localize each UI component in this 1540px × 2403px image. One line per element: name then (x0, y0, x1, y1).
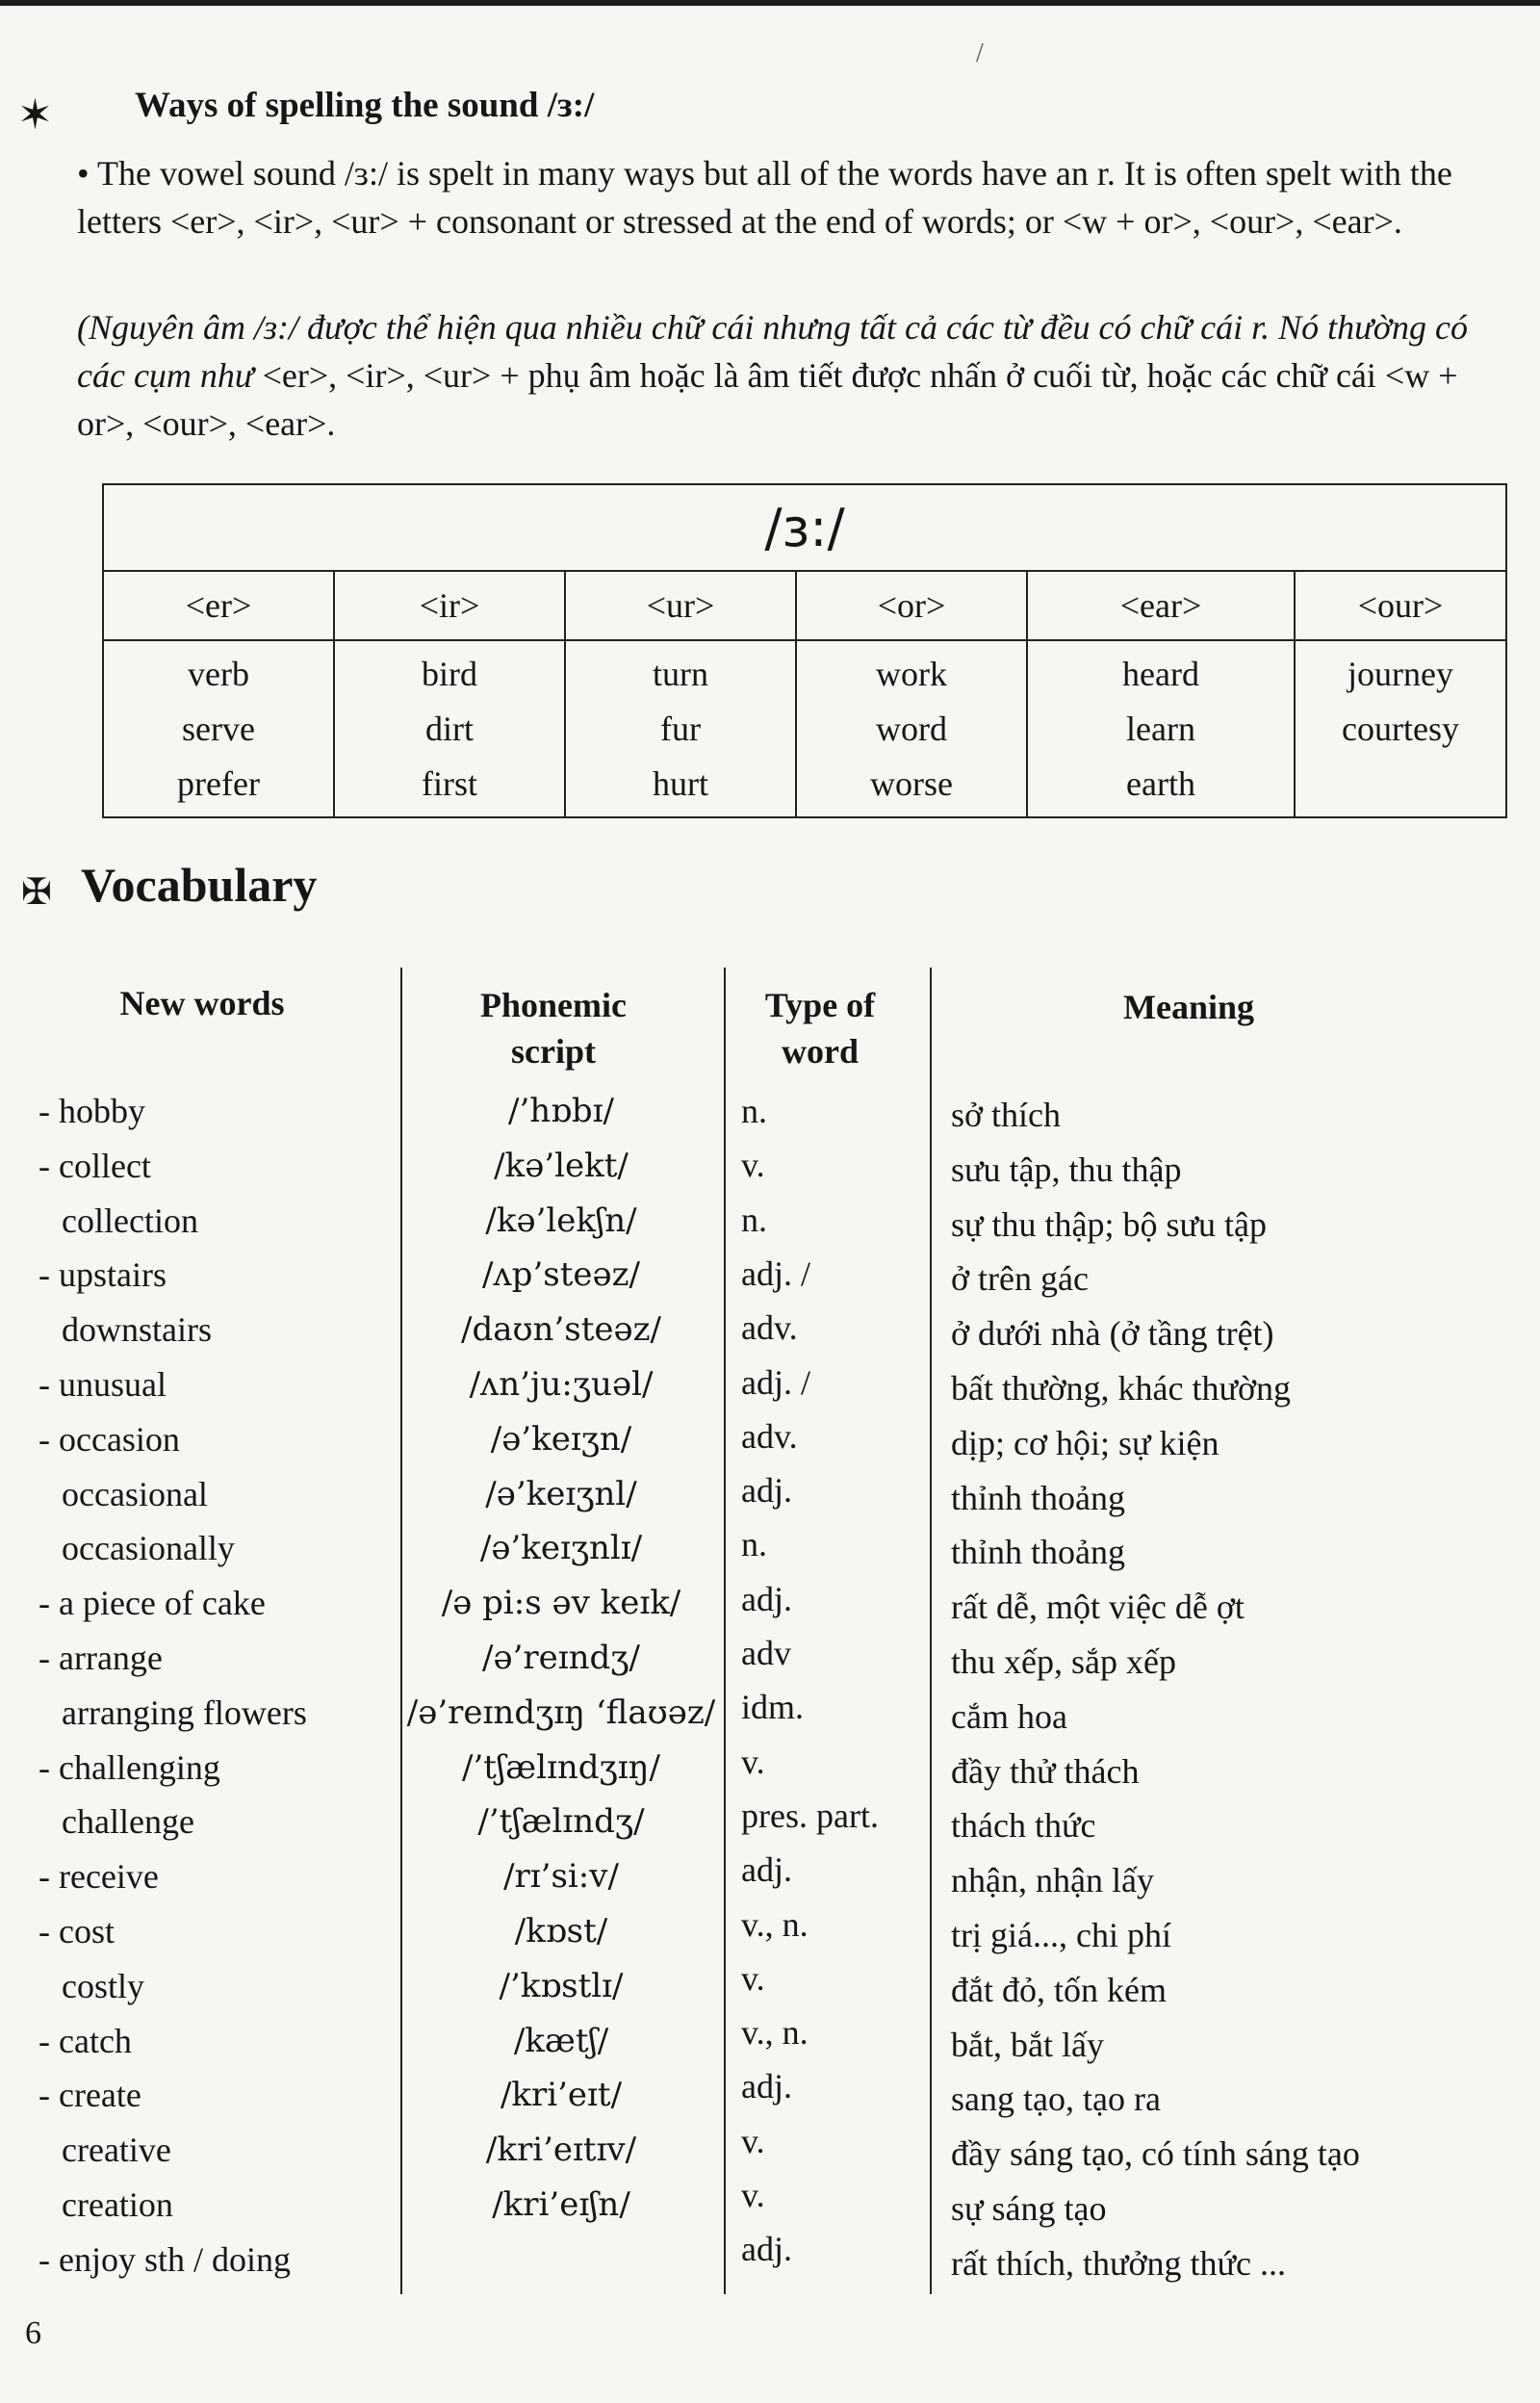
vocab-phonemic: /rɪ’si:v/ (503, 1857, 619, 1897)
vocab-type: adj. (741, 2067, 792, 2106)
vocab-phonemic: /ə pi:s əv keɪk/ (441, 1584, 681, 1623)
vocab-meaning: trị giá..., chi phí (951, 1916, 1171, 1954)
vocab-type: v., n. (741, 2013, 808, 2053)
vocab-meaning: sự thu thập; bộ sưu tập (951, 1204, 1268, 1244)
vocab-type: v. (741, 1146, 765, 1185)
vocab-meaning: sưu tập, thu thập (951, 1150, 1182, 1189)
vocab-word: - occasion (38, 1419, 180, 1459)
vocab-meaning: bất thường, khác thường (951, 1369, 1292, 1408)
vocab-meaning: rất dễ, một việc dễ ợt (951, 1588, 1245, 1627)
spelling-column (796, 640, 1027, 817)
vocab-word: costly (62, 1966, 144, 2005)
vocab-type: adj. / (741, 1253, 810, 1293)
vocab-type: v. (741, 2121, 765, 2160)
vocab-word: - upstairs (38, 1255, 167, 1295)
spelling-column (334, 640, 565, 817)
vocab-phonemic: /kə’lekʃn/ (485, 1201, 637, 1240)
example-word: worse (870, 764, 953, 803)
vocab-word: creation (62, 2185, 173, 2224)
vocab-phonemic: /ə’keɪʒnlɪ/ (479, 1529, 643, 1568)
vocab-meaning: đắt đỏ, tốn kém (951, 1970, 1167, 2009)
vocab-word: arranging flowers (62, 1692, 307, 1732)
page-top-border (0, 0, 1540, 6)
vocab-type: adj. (741, 1850, 792, 1890)
spelling-header-row (103, 571, 1506, 640)
header-phonemic-line2: script (511, 1032, 596, 1071)
vocab-type: adj. (741, 1471, 792, 1511)
example-word: verb (188, 655, 249, 693)
spelling-header: <ir> (334, 571, 565, 640)
header-type-line2: word (782, 1032, 859, 1071)
vocab-phonemic: /ə’reɪndʒ/ (482, 1639, 640, 1677)
vocab-type: adv (741, 1634, 791, 1672)
vocab-meaning: đầy thử thách (951, 1751, 1140, 1791)
example-word: serve (182, 710, 255, 748)
spelling-words-row (103, 640, 1506, 817)
example-word: work (876, 655, 947, 693)
example-word: prefer (177, 764, 260, 803)
vocab-meaning: bắt, bắt lấy (951, 2025, 1104, 2064)
star-icon: ✶ (17, 90, 53, 140)
spelling-table (102, 483, 1507, 818)
vocab-phonemic: /’kɒstlɪ/ (499, 1966, 624, 2005)
vocab-phonemic: /kætʃ/ (513, 2021, 609, 2060)
vocab-meaning: nhận, nhận lấy (951, 1861, 1154, 1900)
spelling-header: <or> (796, 571, 1027, 640)
example-word: turn (653, 655, 708, 693)
vocab-meaning: ở dưới nhà (ở tầng trệt) (951, 1314, 1274, 1354)
spelling-column (1027, 640, 1295, 817)
section-heading: Ways of spelling the sound /ɜ:/ (135, 86, 595, 125)
spelling-header: <ear> (1027, 571, 1295, 640)
vietnamese-note-italic: (Nguyên âm /ɜ:/ được thể hiện qua nhiều chữ cái nhưng tất cả các từ đều có chữ cái r. Nó thường có các cụm như (77, 308, 1468, 395)
intro-text: The vowel sound /ɜ:/ is spelt in many ways but all of the words have an r. It is often spelt with the letters <er>, <ir>, <ur> + consonant or stressed at the end of words; or <w + or>, <our>, <ear>. (77, 154, 1452, 241)
vietnamese-note-rest: <er>, <ir>, <ur> + phụ âm hoặc là âm tiết được nhấn ở cuối từ, hoặc các chữ cái <w + or>, <our>, <ear>. (77, 356, 1458, 443)
vocab-meaning: sở thích (951, 1096, 1062, 1134)
vocab-word: - hobby (38, 1092, 145, 1130)
example-word: learn (1126, 710, 1195, 748)
vocab-phonemic: /ʌp’steəz/ (482, 1255, 640, 1295)
vocab-word: creative (62, 2131, 171, 2170)
vocab-word: challenge (62, 1802, 194, 1842)
vocab-phonemic: /ə’keɪʒn/ (490, 1419, 632, 1459)
spelling-header: <er> (103, 571, 334, 640)
vocab-phonemic: /kɒst/ (514, 1912, 608, 1951)
vocab-type: adj. / (741, 1362, 810, 1402)
vocab-word: - a piece of cake (38, 1584, 266, 1623)
header-phonemic (414, 982, 693, 1074)
stray-mark: / (976, 39, 984, 68)
example-word: fur (660, 710, 701, 748)
vocab-word: - catch (38, 2021, 132, 2060)
vocab-type: pres. part. (741, 1796, 879, 1835)
vocab-meaning: rất thích, thưởng thức ... (951, 2243, 1286, 2283)
vocab-phonemic: /ə’reɪndʒɪŋ ‘flaʊəz/ (406, 1692, 716, 1732)
spelling-table-title: /ɜ:/ (103, 484, 1506, 571)
vocab-phonemic: /kə’lekt/ (494, 1146, 629, 1185)
vocab-type: v. (741, 1742, 765, 1781)
vocab-type: v. (741, 2176, 765, 2214)
header-meaning: Meaning (1122, 988, 1254, 1026)
intro-paragraph (77, 149, 1482, 245)
vocab-word: - arrange (38, 1639, 163, 1677)
example-word: hurt (653, 764, 708, 803)
example-word: earth (1126, 764, 1195, 803)
vocab-type: adj. (741, 1579, 792, 1618)
spelling-column (565, 640, 796, 817)
bullet-icon: • (77, 154, 90, 193)
header-phonemic-line1: Phonemic (480, 986, 627, 1024)
vocab-phonemic: /daʊn’steəz/ (460, 1310, 661, 1350)
vocab-word: occasional (62, 1474, 208, 1513)
vocab-word: occasionally (62, 1529, 235, 1568)
vocab-phonemic: /’hɒbɪ/ (507, 1092, 615, 1130)
spelling-header: <our> (1295, 571, 1506, 640)
vocab-phonemic: /ʌn’ju:ʒuəl/ (469, 1365, 654, 1404)
vocab-type: n. (741, 1200, 767, 1239)
vocab-type: n. (741, 1092, 767, 1130)
vocab-meaning: sự sáng tạo (951, 2189, 1107, 2228)
example-word: dirt (425, 710, 474, 748)
vocab-meaning: thu xếp, sắp xếp (951, 1642, 1176, 1681)
vocab-word: - cost (38, 1912, 115, 1951)
vocab-meaning: đầy sáng tạo, có tính sáng tạo (951, 2134, 1360, 2174)
example-word: journey (1348, 655, 1453, 693)
vocab-meaning: thỉnh thoảng (951, 1478, 1125, 1517)
header-new-words: New words (119, 984, 285, 1022)
vocab-type: adv. (741, 1416, 798, 1456)
vocab-type: n. (741, 1525, 767, 1564)
vietnamese-note (77, 303, 1482, 448)
spelling-column (103, 640, 334, 817)
vocab-phonemic: /ə’keɪʒnl/ (485, 1474, 637, 1513)
vocab-phonemic: /’tʃælɪndʒɪŋ/ (462, 1747, 660, 1787)
page-number: 6 (25, 2315, 41, 2351)
cross-icon: ✠ (21, 870, 52, 913)
example-word: bird (422, 655, 477, 693)
vocab-meaning: thỉnh thoảng (951, 1533, 1125, 1572)
example-word: first (422, 764, 477, 803)
example-word: courtesy (1342, 710, 1459, 748)
vocab-meaning: thách thức (951, 1806, 1096, 1846)
vocab-phonemic: /kri’eɪtɪv/ (485, 2131, 637, 2170)
spelling-header: <ur> (565, 571, 796, 640)
column-divider (724, 968, 726, 2294)
vocab-meaning: sang tạo, tạo ra (951, 2080, 1161, 2119)
vocab-phonemic: /kri’eɪʃn/ (492, 2185, 630, 2224)
vocab-word: - unusual (38, 1365, 167, 1404)
vocab-phonemic: /kri’eɪt/ (500, 2076, 623, 2115)
vocab-meaning: cắm hoa (951, 1696, 1067, 1736)
vocab-type: idm. (741, 1688, 805, 1727)
header-type (733, 982, 907, 1074)
example-word: word (876, 710, 947, 748)
vocab-word: collection (62, 1201, 198, 1240)
vocab-type: v., n. (741, 1904, 808, 1944)
vocab-type: v. (741, 1958, 765, 1998)
vocab-word: - collect (38, 1146, 151, 1185)
spelling-column (1295, 640, 1506, 817)
vocabulary-title: Vocabulary (81, 858, 318, 912)
header-type-line1: Type of (764, 986, 876, 1024)
vocab-phonemic: /’tʃælɪndʒ/ (477, 1802, 645, 1842)
vocab-meaning: dịp; cơ hội; sự kiện (951, 1423, 1219, 1462)
vocab-word: - challenging (38, 1747, 220, 1787)
vocab-type: adv. (741, 1308, 798, 1348)
vocab-word: - create (38, 2076, 141, 2115)
example-word: heard (1122, 655, 1199, 693)
column-divider (930, 968, 932, 2294)
vocab-word: - enjoy sth / doing (38, 2239, 291, 2279)
vocab-type: adj. (741, 2230, 792, 2269)
vocab-meaning: ở trên gác (951, 1259, 1089, 1299)
vocab-word: - receive (38, 1857, 159, 1897)
vocab-word: downstairs (62, 1310, 212, 1350)
